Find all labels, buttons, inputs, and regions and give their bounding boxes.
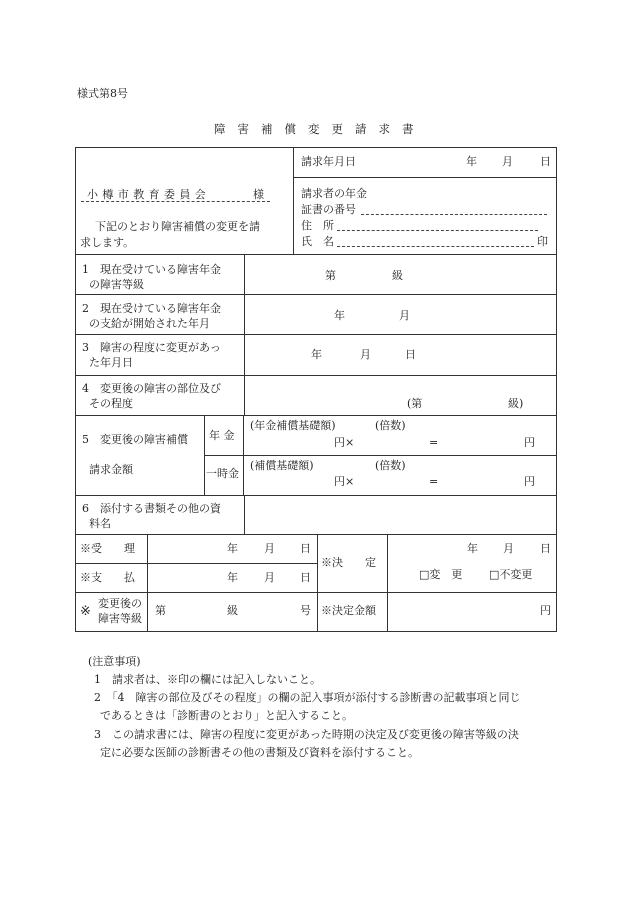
address-field[interactable] (337, 230, 538, 231)
row1-grade-suffix: 級 (392, 269, 403, 282)
grade-office-mark: ※ (80, 604, 91, 619)
request-date-label: 請求年月日 (301, 155, 356, 168)
seal-mark: 印 (537, 235, 548, 248)
row1-grade-prefix: 第 (325, 269, 336, 282)
form-number: 様式第8号 (77, 87, 128, 100)
row2-year: 年 (334, 309, 345, 322)
row3-year: 年 (311, 348, 322, 361)
row4-grade-open: (第 (407, 397, 423, 410)
address-label: 住 所 (301, 219, 334, 232)
row3-label-line2: た年月日 (89, 356, 133, 369)
received-year: 年 (227, 542, 238, 555)
paid-label: ※支 払 (80, 571, 135, 584)
row5-pension-multiplier: (倍数) (375, 419, 406, 432)
addressee-suffix: 様 (253, 188, 264, 201)
grade-office-prefix: 第 (155, 604, 166, 617)
pension-cert-label-line1: 請求者の年金 (301, 187, 367, 200)
form-title: 障害補償変更請求書 (214, 122, 426, 136)
decision-month: 月 (503, 542, 514, 555)
request-date-year: 年 (466, 155, 477, 168)
row4-label-line2: その程度 (89, 397, 133, 410)
row3-month: 月 (360, 348, 371, 361)
intro-text-line1: 下記のとおり障害補償の変更を請 (95, 220, 260, 233)
row6-label-line2: 料名 (89, 517, 111, 530)
row5-lump-yen: 円 (524, 475, 535, 488)
note-3-line1: 3 この請求書には、障害の程度に変更があった時期の決定及び変更後の障害等級の決 (94, 728, 519, 741)
note-2-line1: 2 「4 障害の部位及びその程度」の欄の記入事項が添付する診断書の記載事項と同じ (94, 691, 521, 704)
request-date-day: 日 (540, 155, 551, 168)
row2-label-line2: の支給が開始された年月 (89, 317, 210, 330)
decision-label: ※決 定 (321, 556, 376, 569)
received-label: ※受 理 (80, 542, 135, 555)
pension-cert-field[interactable] (361, 214, 547, 215)
paid-month: 月 (264, 571, 275, 584)
row5-lump-multiplier: (倍数) (375, 459, 406, 472)
addressee-underline (81, 201, 270, 202)
grade-office-suffix: 号 (300, 604, 311, 617)
intro-text-line2: 求します。 (80, 236, 135, 249)
name-label: 氏 名 (301, 235, 334, 248)
row5-lump-base: (補償基礎額) (250, 459, 314, 472)
received-month: 月 (264, 542, 275, 555)
row5-label-line1: 5 変更後の障害補償 (82, 433, 188, 446)
paid-day: 日 (300, 571, 311, 584)
row2-label-line1: 2 現在受けている障害年金 (82, 302, 221, 315)
row5-label-line2: 請求金額 (89, 463, 133, 476)
row5-lump-yen-times: 円× (334, 475, 355, 488)
grade-office-label-line2: 障害等級 (98, 612, 142, 625)
row4-label-line1: 4 変更後の障害の部位及び (82, 382, 221, 395)
notes-heading: (注意事項) (88, 655, 141, 668)
decision-year: 年 (467, 542, 478, 555)
note-2-line2: であるときは「診断書のとおり」と記入すること。 (100, 709, 353, 722)
row5-pension-base: (年金補償基礎額) (250, 419, 336, 432)
decision-amount-label: ※決定金額 (321, 604, 376, 617)
row3-label-line1: 3 障害の程度に変更があっ (82, 341, 221, 354)
request-date-month: 月 (502, 155, 513, 168)
row5-pension-label: 年 金 (209, 429, 235, 442)
row6-label-line1: 6 添付する書類その他の資 (82, 502, 221, 515)
row5-lump-label: 一時金 (206, 467, 239, 480)
grade-office-label-line1: 変更後の (98, 597, 142, 610)
row4-grade-close: 級) (508, 397, 524, 410)
row3-day: 日 (405, 348, 416, 361)
addressee: 小樽市教育委員会 (87, 188, 211, 201)
row1-label-line1: 1 現在受けている障害年金 (82, 263, 221, 276)
row2-month: 月 (399, 309, 410, 322)
change-checkbox[interactable]: □変 更 (419, 568, 463, 581)
row1-label-line2: の障害等級 (89, 278, 144, 291)
row5-pension-yen: 円 (524, 436, 535, 449)
paid-year: 年 (227, 571, 238, 584)
note-1: 1 請求者は、※印の欄には記入しないこと。 (94, 673, 321, 686)
grade-office-mid: 級 (227, 604, 238, 617)
decision-day: 日 (540, 542, 551, 555)
row5-pension-equals: = (429, 436, 439, 449)
name-field[interactable] (337, 246, 534, 247)
row5-lump-equals: = (429, 475, 439, 488)
received-day: 日 (300, 542, 311, 555)
row5-pension-yen-times: 円× (334, 436, 355, 449)
note-3-line2: 定に必要な医師の診断書その他の書類及び資料を添付すること。 (100, 746, 419, 759)
no-change-checkbox[interactable]: □不変更 (489, 568, 533, 581)
pension-cert-label-line2: 証書の番号 (301, 203, 356, 216)
decision-amount-yen: 円 (540, 604, 551, 617)
